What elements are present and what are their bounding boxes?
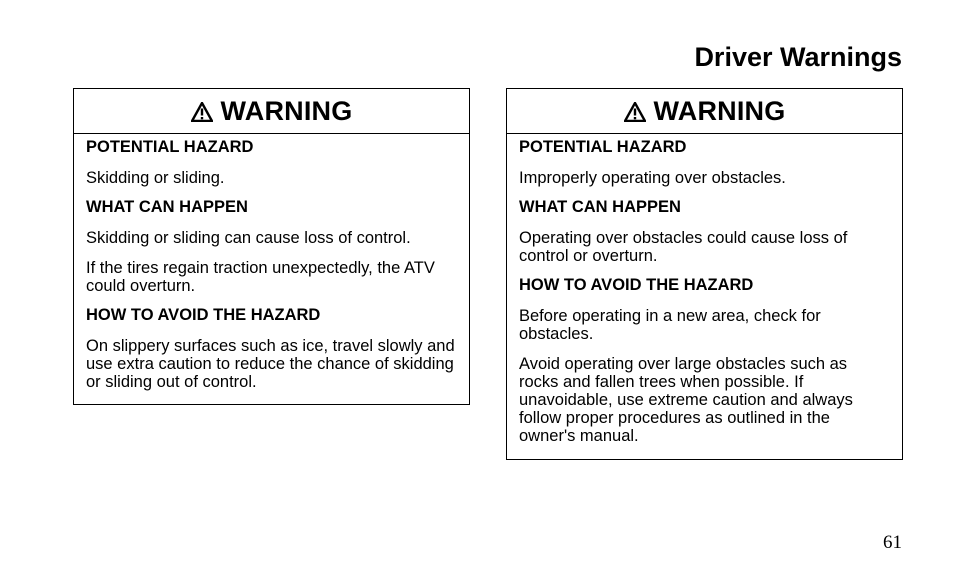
what-can-happen-heading: WHAT CAN HAPPEN <box>86 198 248 216</box>
warning-triangle-icon <box>624 102 646 122</box>
warning-header <box>507 89 902 134</box>
warning-box-obstacles <box>506 88 903 460</box>
how-to-avoid-text: On slippery surfaces such as ice, travel slowly and use extra caution to reduce the chance of skidding or sliding out of control. <box>86 337 455 391</box>
warning-box-skidding <box>73 88 470 405</box>
section-title: Driver Warnings <box>694 42 902 72</box>
how-to-avoid-text: Avoid operating over large obstacles such as rocks and fallen trees when possible. If unavoidable, use extreme caution and always follow proper procedures as outlined in the owner's manual. <box>519 355 853 445</box>
what-can-happen-text: If the tires regain traction unexpectedly, the ATV could overturn. <box>86 259 435 295</box>
warning-body <box>507 134 902 445</box>
how-to-avoid-text: Before operating in a new area, check for obstacles. <box>519 307 821 343</box>
warning-title: WARNING <box>220 95 353 126</box>
what-can-happen-heading: WHAT CAN HAPPEN <box>519 198 681 216</box>
how-to-avoid-heading: HOW TO AVOID THE HAZARD <box>519 276 754 294</box>
how-to-avoid-heading: HOW TO AVOID THE HAZARD <box>86 306 321 324</box>
warning-body <box>74 134 469 391</box>
potential-hazard-text: Improperly operating over obstacles. <box>519 169 786 187</box>
potential-hazard-text: Skidding or sliding. <box>86 169 225 187</box>
warning-header <box>74 89 469 134</box>
warning-title: WARNING <box>653 95 786 126</box>
what-can-happen-text: Operating over obstacles could cause loss of control or overturn. <box>519 229 848 265</box>
potential-hazard-heading: POTENTIAL HAZARD <box>86 138 254 156</box>
warning-triangle-icon <box>191 102 213 122</box>
what-can-happen-text: Skidding or sliding can cause loss of control. <box>86 229 411 247</box>
page-number: 61 <box>883 532 902 553</box>
potential-hazard-heading: POTENTIAL HAZARD <box>519 138 687 156</box>
